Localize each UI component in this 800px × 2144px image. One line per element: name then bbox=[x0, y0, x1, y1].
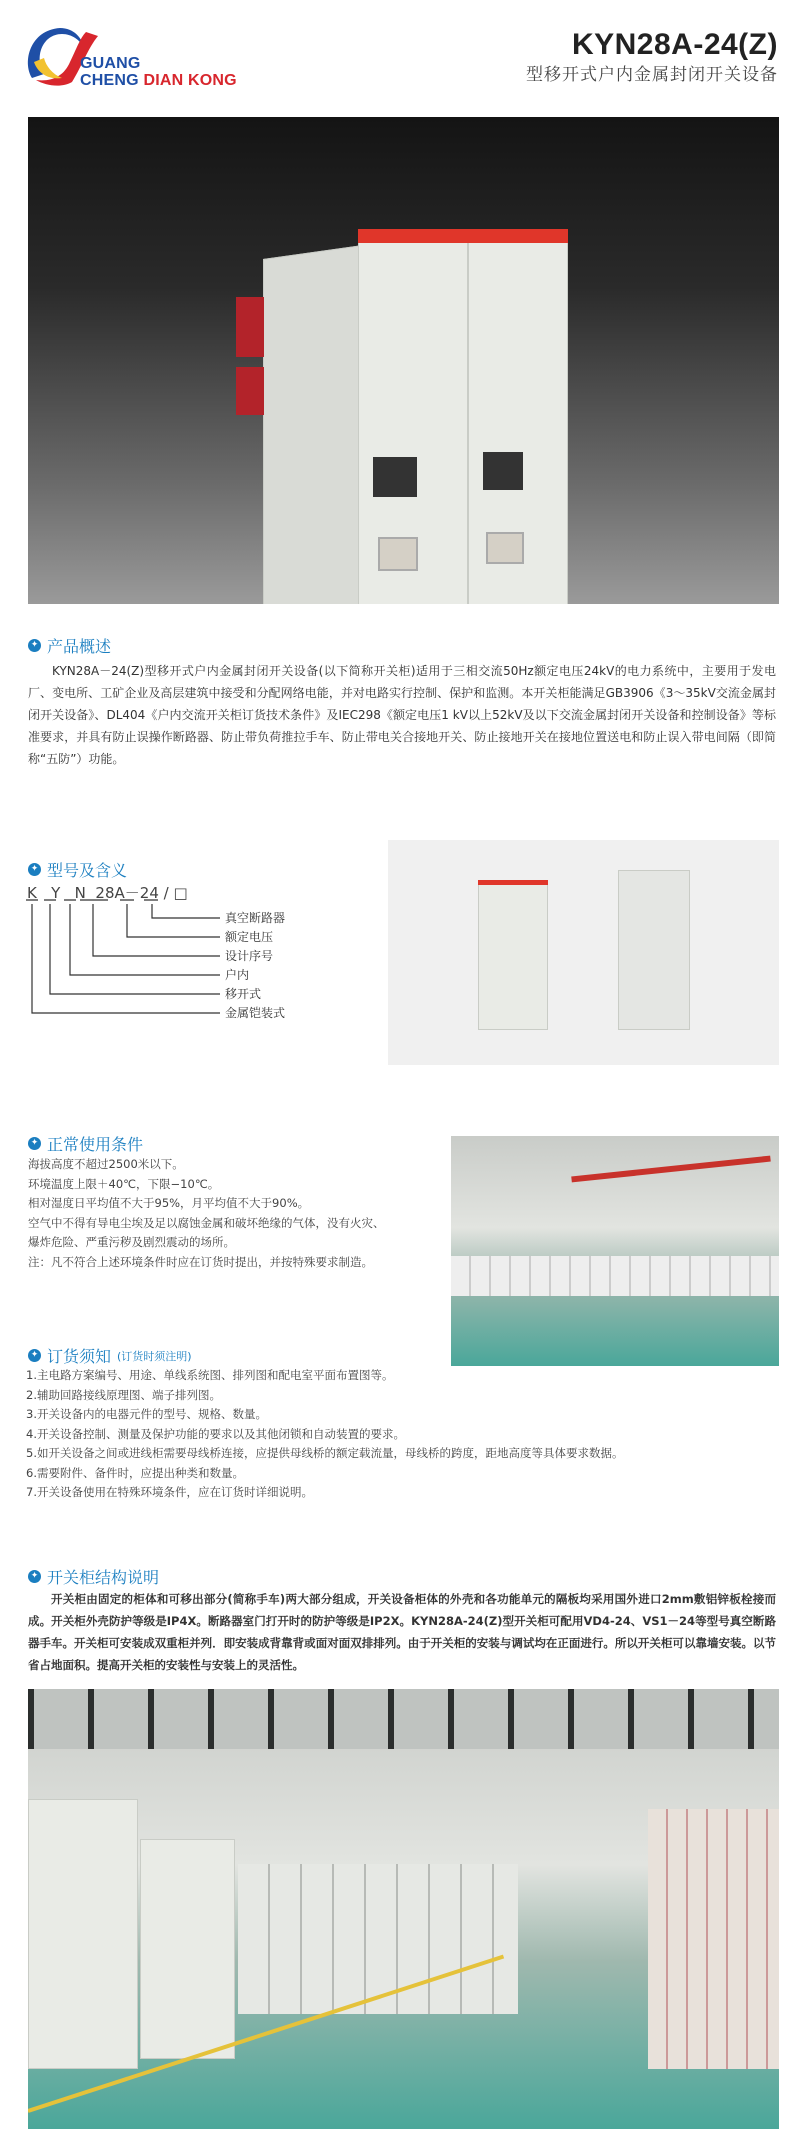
condition-line: 海拔高度不超过2500米以下。 bbox=[28, 1157, 184, 1171]
model-heading-text: 型号及含义 bbox=[47, 861, 128, 880]
conditions-heading-text: 正常使用条件 bbox=[47, 1135, 144, 1154]
meaning-rated-voltage: 额定电压 bbox=[225, 930, 274, 944]
meaning-metal-clad: 金属铠装式 bbox=[225, 1006, 286, 1020]
order-item: 2.辅助回路接线原理图、端子排列图。 bbox=[26, 1387, 221, 1402]
order-item: 3.开关设备内的电器元件的型号、规格、数量。 bbox=[26, 1407, 267, 1421]
code-voltage: 24 bbox=[139, 884, 159, 902]
star-icon: ✦ bbox=[28, 1349, 41, 1362]
factory-photo bbox=[451, 1136, 779, 1366]
order-list bbox=[26, 1366, 623, 1503]
condition-line: 环境温度上限＋40℃，下限−10℃。 bbox=[28, 1176, 220, 1191]
order-note: (订货时须注明) bbox=[117, 1349, 192, 1363]
brand-line2b: DIAN KONG bbox=[143, 72, 237, 89]
order-item: 1.主电路方案编号、用途、单线系统图、排列图和配电室平面布置图等。 bbox=[26, 1368, 394, 1382]
star-icon: ✦ bbox=[28, 639, 41, 652]
meaning-vacuum-breaker: 真空断路器 bbox=[225, 911, 286, 925]
product-photo bbox=[28, 117, 779, 604]
order-heading-text: 订货须知 bbox=[47, 1347, 112, 1366]
brand-line1: GUANG bbox=[80, 55, 141, 72]
model-code bbox=[27, 882, 188, 903]
structure-text: 开关柜由固定的柜体和可移出部分(简称手车)两大部分组成，开关设备柜体的外壳和各功能单元的隔板均采用国外进口2mm敷铝锌板栓接而成。开关柜外壳防护等级是IP4X。断路器室门打开时的防护等级是IP2X。KYN28A-24(Z)型开关柜可配用VD4-24、VS1－24等型号真空断路器手车。开关柜可安装成双重柜并列．即安装成背靠背或面对面双排排列。由于开关柜的安装与调试均在正面进行。所以开关柜可以靠墙安装。以节省占地面积。提高开关柜的安装性与安装上的灵活性。 bbox=[28, 1592, 776, 1672]
brand-name bbox=[80, 55, 237, 89]
switchgear-hall-photo bbox=[28, 1689, 779, 2129]
code-k: K bbox=[27, 884, 37, 902]
meaning-withdrawable: 移开式 bbox=[225, 987, 262, 1001]
brand-line2a: CHENG bbox=[80, 72, 139, 89]
code-n: N bbox=[74, 884, 86, 902]
condition-line: 注：凡不符合上述环境条件时应在订货时提出，并按特殊要求制造。 bbox=[28, 1254, 373, 1269]
product-subtitle: 型移开式户内金属封闭开关设备 bbox=[526, 65, 778, 85]
condition-line: 爆炸危险、严重污秽及剧烈震动的场所。 bbox=[28, 1235, 235, 1249]
structure-heading bbox=[28, 1565, 159, 1588]
conditions-list bbox=[28, 1155, 385, 1272]
overview-text: KYN28A－24(Z)型移开式户内金属封闭开关设备(以下简称开关柜)适用于三相交流50Hz额定电压24kV的电力系统中，主要用于发电厂、变电所、工矿企业及高层建筑中接受和分配网络电能，并对电路实行控制、保护和监测。本开关柜能满足GB3906《3～35kV交流金属封闭开关设备》、DL404《户内交流开关柜订货技术条件》及IEC298《额定电压1 kV以上52kV及以下交流金属封闭开关设备和控制设备》等标准要求，并具有防止误操作断路器、防止带负荷推拉手车、防止带电关合接地开关、防止接地开关在接地位置送电和防止误入带电间隔（即简称“五防”）功能。 bbox=[28, 664, 776, 766]
order-item: 5.如开关设备之间或进线柜需要母线桥连接，应提供母线桥的额定载流量，母线桥的跨度，距地高度等具体要求数据。 bbox=[26, 1446, 624, 1460]
product-title: KYN28A-24(Z) bbox=[571, 28, 778, 61]
order-item: 7.开关设备使用在特殊环境条件，应在订货时详细说明。 bbox=[26, 1485, 313, 1499]
star-icon: ✦ bbox=[28, 863, 41, 876]
model-heading bbox=[28, 858, 127, 881]
cabinet-photos bbox=[388, 840, 779, 1065]
star-icon: ✦ bbox=[28, 1570, 41, 1583]
structure-heading-text: 开关柜结构说明 bbox=[47, 1568, 160, 1587]
code-series: 28A bbox=[95, 884, 125, 902]
order-item: 6.需要附件、备件时，应提出种类和数量。 bbox=[26, 1465, 244, 1480]
code-breaker: □ bbox=[173, 884, 188, 902]
condition-line: 空气中不得有导电尘埃及足以腐蚀金属和破坏绝缘的气体，没有火灾、 bbox=[28, 1215, 385, 1230]
order-heading bbox=[28, 1344, 192, 1367]
order-item: 4.开关设备控制、测量及保护功能的要求以及其他闭锁和自动装置的要求。 bbox=[26, 1426, 405, 1441]
meaning-indoor: 户内 bbox=[225, 968, 250, 982]
code-slash: / bbox=[163, 884, 169, 902]
conditions-heading bbox=[28, 1132, 143, 1155]
meaning-design-no: 设计序号 bbox=[225, 949, 274, 963]
condition-line: 相对湿度日平均值不大于95%，月平均值不大于90%。 bbox=[28, 1196, 310, 1210]
code-y: Y bbox=[51, 884, 61, 902]
overview-heading bbox=[28, 634, 111, 657]
overview-heading-text: 产品概述 bbox=[47, 637, 112, 656]
code-dash: － bbox=[124, 884, 140, 902]
star-icon: ✦ bbox=[28, 1137, 41, 1150]
